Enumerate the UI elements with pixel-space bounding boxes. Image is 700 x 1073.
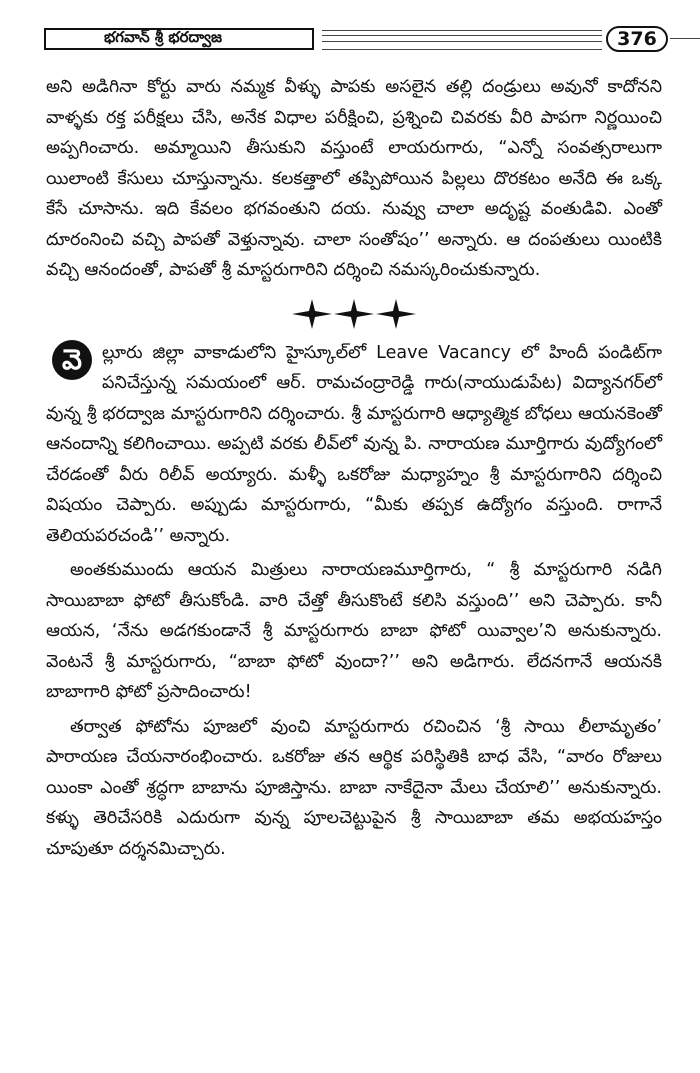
star-ornament-icon [292,299,332,329]
header-rule-tail [670,38,700,39]
page-number: 376 [606,26,668,52]
star-ornament-icon [334,299,374,329]
paragraph-2-text: ల్లూరు జిల్లా వాకాడులోని హైస్కూల్‌లో Leave Vacancy లో హిందీ పండిట్‌గా పనిచేస్తున్న సమయంలో ఆర్. రామచంద్రారెడ్డి గారు(నాయుడుపేట) విద్యానగర్‌లో వున్న శ్రీ భరద్వాజ మాస్టరుగారిని దర్శించారు. శ్రీ మాస్టరుగారి ఆధ్యాత్మిక బోధలు ఆయనకెంతో ఆనందాన్ని కలిగించాయి. అప్పటి వరకు లీవ్‌లో వున్న పి. నారాయణ మూర్తిగారు వుద్యోగంలో చేరడంతో వీరు రిలీవ్ అయ్యారు. మళ్ళీ ఒకరోజు మధ్యాహ్నం శ్రీ మాస్టరుగారిని దర్శించి విషయం చెప్పారు. అప్పుడు మాస్టరుగారు, “మీకు తప్పక ఉద్యోగం వస్తుంది. రాగానే తెలియపరచండి’’ అన్నారు. [46,342,662,546]
running-title: భగవాన్ శ్రీ భరద్వాజ [44,28,314,50]
paragraph-4: తర్వాత ఫోటోను పూజలో వుంచి మాస్టరుగారు రచించిన ‘శ్రీ సాయి లీలామృతం’ పారాయణ చేయనారంభించారు. ఒకరోజు తన ఆర్థిక పరిస్థితికి బాధ వేసి, “వారం రోజులు యింకా ఎంతో శ్రద్ధగా బాబాను పూజిస్తాను. బాబా నాకేదైనా మేలు చేయాలి’’ అనుకున్నారు. కళ్ళు తెరిచేసరికి ఎదురుగా వున్న పూలచెట్టుపైన శ్రీ సాయిబాబా తమ అభయహస్తం చూపుతూ దర్శనమిచ్చారు. [46,716,662,859]
section-separator [46,296,662,332]
star-ornament-icon [376,299,416,329]
page-header [44,26,684,54]
paragraph-1: అని అడిగినా కోర్టు వారు నమ్మక వీళ్ళు పాపకు అసలైన తల్లి దండ్రులు అవునో కాదోనని వాళ్ళకు రక్త పరీక్షలు చేసి, అనేక విధాల పరీక్షించి, ప్రశ్నించి చివరకు వీరి పాపగా నిర్ణయించి అప్పగించారు. అమ్మాయిని తీసుకుని వస్తుంటే లాయరుగారు, “ఎన్నో సంవత్సరాలుగా యిలాంటి కేసులు చూస్తున్నాను. కలకత్తాలో తప్పిపోయిన పిల్లలు దొరకటం అనేది ఈ ఒక్క కేసే చూసాను. ఇది కేవలం భగవంతుని దయ. నువ్వు చాలా అదృష్ట వంతుడివి. ఎంతో దూరంనించి వచ్చి పాపతో వెళ్తున్నావు. చాలా సంతోషం’’ అన్నారు. ఆ దంపతులు యింటికి వచ్చి ఆనందంతో, పాపతో శ్రీ మాస్టరుగారిని దర్శించి నమస్కరించుకున్నారు. [46,77,662,280]
paragraph-3: అంతకుముందు ఆయన మిత్రులు నారాయణమూర్తిగారు, “ శ్రీ మాస్టరుగారి నడిగి సాయిబాబా ఫోటో తీసుకోండి. వారి చేత్తో తీసుకొంటే కలిసి వస్తుంది’’ అని చెప్పారు. కానీ ఆయన, ‘నేను అడగకుండానే శ్రీ మాస్టరుగారు బాబా ఫోటో యివ్వాల’ని అనుకున్నారు. వెంటనే శ్రీ మాస్టరుగారు, “బాబా ఫోటో వుందా?’’ అని అడిగారు. లేదనగానే ఆయనకి బాబాగారి ఫోటో ప్రసాదించారు! [46,560,662,702]
drop-cap-letter: వె [62,342,82,376]
page-body [46,72,662,864]
drop-cap [52,340,96,384]
paragraph-2 [46,338,662,552]
header-rule [322,30,602,50]
